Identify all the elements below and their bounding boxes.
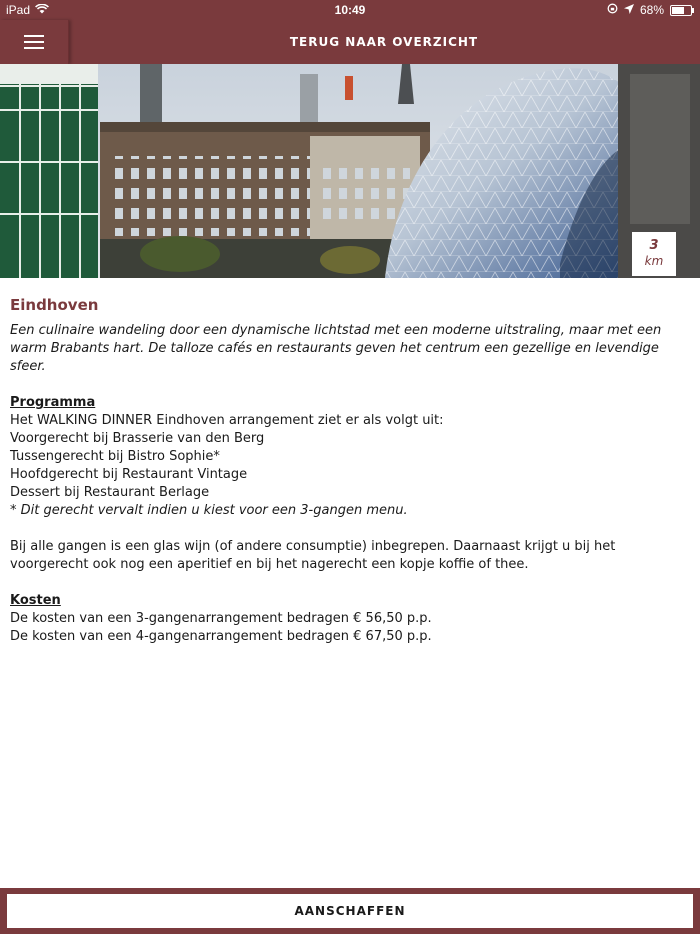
programma-line: Het WALKING DINNER Eindhoven arrangement ziet er als volgt uit: [10,413,444,428]
detail-content [10,296,690,646]
distance-value: 3 [649,238,659,253]
back-to-overview-link[interactable]: TERUG NAAR OVERZICHT [289,35,479,49]
intro-text: Een culinaire wandeling door een dynamische lichtstad met een moderne uitstraling, maar met een warm Brabants hart. De talloze cafés en restaurants geven het centrum een gezellige en levendige sfeer. [10,323,662,374]
kosten-line: De kosten van een 3-gangenarrangement bedragen € 56,50 p.p. [10,611,432,626]
device-label: iPad [6,3,31,17]
rotation-lock-icon [607,3,618,17]
distance-unit: km [644,253,664,268]
battery-fill [672,7,684,14]
page-title: Eindhoven [10,296,99,314]
purchase-button[interactable]: AANSCHAFFEN [7,894,693,928]
battery-icon [670,5,692,16]
programma-line: Voorgerecht bij Brasserie van den Berg [10,431,265,446]
status-bar [0,0,700,20]
hero-image [0,64,700,278]
programma-line: Dessert bij Restaurant Berlage [10,485,210,500]
battery-percentage: 68% [639,3,664,17]
distance-badge [632,232,676,276]
nav-bar [0,20,700,64]
programma-line: Hoofdgerecht bij Restaurant Vintage [10,467,248,482]
programma-line: Tussengerecht bij Bistro Sophie* [10,449,220,464]
programma-note: * Dit gerecht vervalt indien u kiest voor een 3-gangen menu. [10,503,408,518]
battery-tip [692,8,694,13]
kosten-line: De kosten van een 4-gangenarrangement bedragen € 67,50 p.p. [10,629,432,644]
inclusions-text: Bij alle gangen is een glas wijn (of andere consumptie) inbegrepen. Daarnaast krijgt u bij het voorgerecht ook nog een aperitief en bij het nagerecht een kopje koffie of thee. [10,539,616,572]
menu-button[interactable] [0,20,69,64]
bottom-bar [0,888,700,934]
status-time: 10:49 [334,3,366,17]
programma-heading: Programma [10,395,96,410]
hamburger-menu-icon [24,31,44,53]
kosten-heading: Kosten [10,593,61,608]
location-arrow-icon [624,3,634,17]
